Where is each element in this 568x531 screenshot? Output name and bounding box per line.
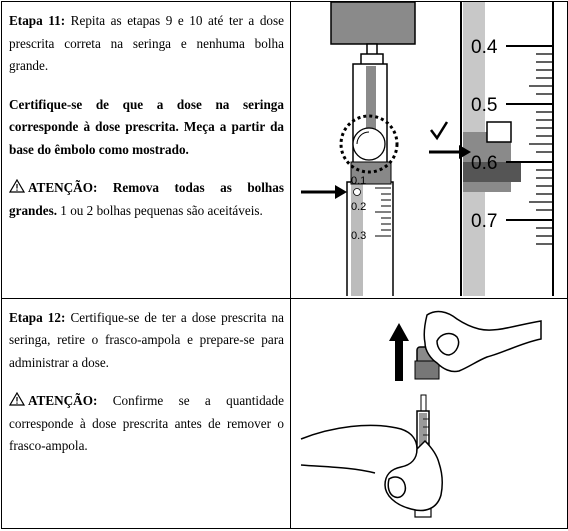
left-scale-label: 0.1: [351, 175, 367, 187]
instruction-table: [1, 1, 568, 529]
arrow-right-icon: [301, 185, 347, 199]
step-12-warning-label: ATENÇÃO:: [28, 393, 98, 409]
syringe-dose-figure: [291, 2, 567, 296]
arrow-up-icon: [389, 323, 409, 381]
step-12-text: Certifique-se de ter a dose prescrita na seringa, retire o frasco-ampola e prepare-se para administrar a dose.: [9, 309, 284, 370]
step-12-paragraph: [9, 307, 284, 375]
right-scale-label: 0.4: [471, 37, 498, 58]
vial-removal-figure: [291, 299, 567, 527]
step-11-label: Etapa 11:: [9, 13, 66, 28]
step-12-figure-cell: [291, 298, 568, 528]
step-11-text: Repita as etapas 9 e 10 até ter a dose prescrita correta na seringa e nenhuma bolha grande.: [9, 13, 284, 73]
syringe-closeup-left: [331, 2, 415, 296]
left-scale-label: 0.3: [351, 230, 367, 242]
warning-triangle-icon: [9, 392, 25, 406]
upper-hand: [424, 311, 541, 371]
step-11-warning: [9, 177, 284, 222]
left-scale-label: 0.2: [351, 201, 367, 213]
right-scale-label: 0.7: [471, 211, 498, 232]
step-12-text-cell: [2, 298, 291, 528]
right-scale-label: 0.5: [471, 95, 498, 116]
step-12-warning: [9, 390, 284, 458]
step-11-paragraph: [9, 10, 284, 78]
syringe-scale-magnified: [461, 2, 553, 296]
step-11-figure-cell: [291, 2, 568, 299]
step-11-warning-text: 1 ou 2 bolhas pequenas são aceitáveis.: [57, 202, 263, 218]
step-11-instruction: Certifique-se de que a dose na seringa corresponde à dose prescrita. Meça a partir da base do êmbolo como mostrado.: [9, 96, 284, 157]
step-11-text-cell: [2, 2, 291, 299]
warning-triangle-icon: [9, 179, 25, 193]
step-11-warning-bold: Remova todas as bolhas grandes.: [9, 180, 284, 218]
step-12-warning-text: Confirme se a quantidade corresponde à dose prescrita antes de remover o frasco-ampola.: [9, 393, 284, 454]
right-scale-label: 0.6: [471, 153, 498, 174]
step-11-row: [2, 2, 568, 299]
check-mark-icon: [431, 122, 447, 138]
step-12-label: Etapa 12:: [9, 309, 66, 325]
step-12-row: [2, 298, 568, 528]
step-11-warning-label: ATENÇÃO:: [28, 180, 98, 195]
